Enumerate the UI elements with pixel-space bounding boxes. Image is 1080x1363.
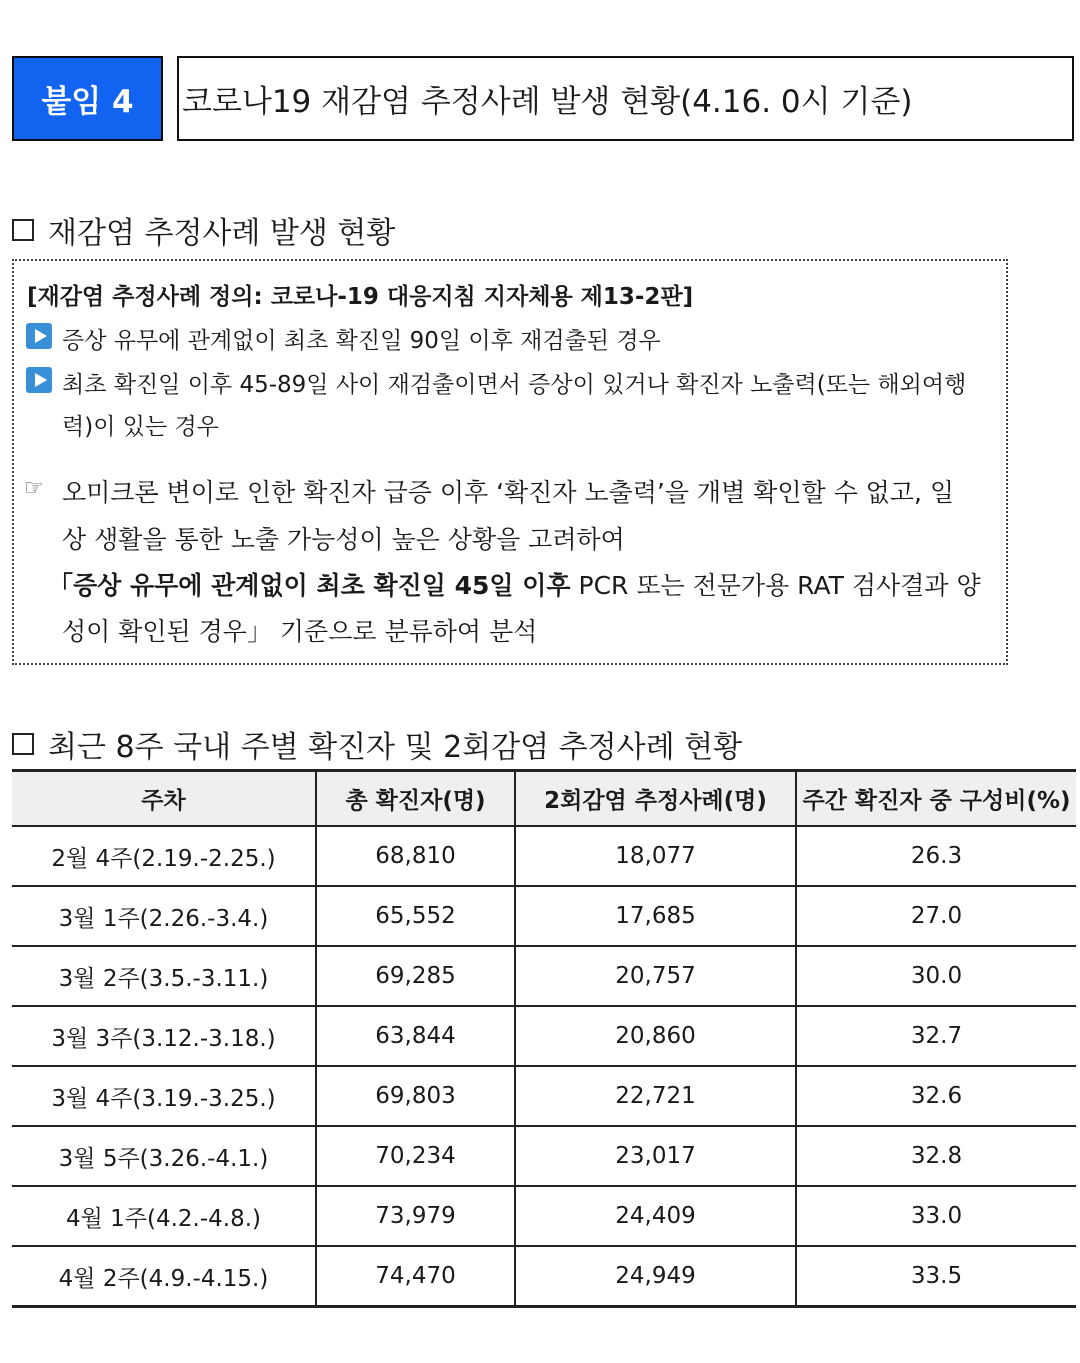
reinfection-cell: 23,017 — [515, 1126, 796, 1186]
bullet-text: 최초 확진일 이후 45-89일 사이 재검출이면서 증상이 있거나 확진자 노출력(또는 해외여행 — [62, 372, 967, 398]
page-title: 코로나19 재감염 추정사례 발생 현황(4.16. 0시 기준) — [177, 56, 1074, 141]
table-row — [12, 1186, 1076, 1246]
ratio-cell: 27.0 — [796, 886, 1076, 946]
week-cell: 3월 2주(3.5.-3.11.) — [12, 946, 316, 1006]
ratio-cell: 32.8 — [796, 1126, 1076, 1186]
week-cell: 3월 4주(3.19.-3.25.) — [12, 1066, 316, 1126]
section-heading-text: 재감염 추정사례 발생 현황 — [48, 216, 396, 251]
ratio-cell: 26.3 — [796, 826, 1076, 886]
column-header: 총 확진자(명) — [316, 771, 515, 827]
total-cases-cell: 69,803 — [316, 1066, 515, 1126]
ratio-cell: 33.0 — [796, 1186, 1076, 1246]
reinfection-cell: 24,949 — [515, 1246, 796, 1307]
ratio-cell: 32.7 — [796, 1006, 1076, 1066]
section-heading-weekly — [12, 722, 742, 766]
ratio-cell: 32.6 — [796, 1066, 1076, 1126]
total-cases-cell: 68,810 — [316, 826, 515, 886]
week-cell: 3월 3주(3.12.-3.18.) — [12, 1006, 316, 1066]
reinfection-cell: 20,860 — [515, 1006, 796, 1066]
table-row — [12, 1126, 1076, 1186]
reinfection-cell: 22,721 — [515, 1066, 796, 1126]
table-header-row — [12, 771, 1076, 827]
column-header: 주차 — [12, 771, 316, 827]
attachment-badge: 붙임 4 — [12, 56, 163, 141]
total-cases-cell: 65,552 — [316, 886, 515, 946]
table-row — [12, 826, 1076, 886]
definition-box — [12, 259, 1008, 665]
reinfection-cell: 18,077 — [515, 826, 796, 886]
week-cell: 2월 4주(2.19.-2.25.) — [12, 826, 316, 886]
weekly-cases-table — [12, 769, 1076, 1308]
week-cell: 3월 1주(2.26.-3.4.) — [12, 886, 316, 946]
column-header: 주간 확진자 중 구성비(%) — [796, 771, 1076, 827]
pointing-hand-icon: ☞ — [24, 476, 44, 501]
bullet-text: 증상 유무에 관계없이 최초 확진일 90일 이후 재검출된 경우 — [62, 328, 661, 354]
table-row — [12, 1066, 1076, 1126]
play-triangle-icon — [26, 323, 52, 349]
checkbox-square-icon — [12, 733, 34, 755]
table-row — [12, 946, 1076, 1006]
week-cell: 4월 1주(4.2.-4.8.) — [12, 1186, 316, 1246]
play-triangle-icon — [26, 367, 52, 393]
week-cell: 3월 5주(3.26.-4.1.) — [12, 1126, 316, 1186]
note-line: 성이 확인된 경우」 기준으로 분류하여 분석 — [62, 617, 538, 646]
column-header: 2회감염 추정사례(명) — [515, 771, 796, 827]
total-cases-cell: 69,285 — [316, 946, 515, 1006]
note-text: PCR 또는 전문가용 RAT 검사결과 양 — [570, 571, 981, 600]
week-cell: 4월 2주(4.9.-4.15.) — [12, 1246, 316, 1307]
definition-title: [재감염 추정사례 정의: 코로나-19 대응지침 지자체용 제13-2판] — [27, 284, 694, 310]
section-heading-reinfection — [12, 208, 395, 252]
checkbox-square-icon — [12, 219, 34, 241]
total-cases-cell: 74,470 — [316, 1246, 515, 1307]
table-row — [12, 1006, 1076, 1066]
reinfection-cell: 20,757 — [515, 946, 796, 1006]
reinfection-cell: 24,409 — [515, 1186, 796, 1246]
bullet-text-continued: 력)이 있는 경우 — [62, 414, 219, 440]
note-line: 오미크론 변이로 인한 확진자 급증 이후 ‘확진자 노출력’을 개별 확인할 수 없고, 일 — [62, 478, 955, 507]
section-heading-text: 최근 8주 국내 주별 확진자 및 2회감염 추정사례 현황 — [48, 730, 743, 765]
table-row — [12, 886, 1076, 946]
total-cases-cell: 63,844 — [316, 1006, 515, 1066]
note-line-emphasis — [48, 566, 981, 602]
reinfection-cell: 17,685 — [515, 886, 796, 946]
ratio-cell: 30.0 — [796, 946, 1076, 1006]
note-bold-text: 「증상 유무에 관계없이 최초 확진일 45일 이후 — [48, 571, 571, 600]
note-line: 상 생활을 통한 노출 가능성이 높은 상황을 고려하여 — [62, 525, 625, 554]
ratio-cell: 33.5 — [796, 1246, 1076, 1307]
total-cases-cell: 73,979 — [316, 1186, 515, 1246]
total-cases-cell: 70,234 — [316, 1126, 515, 1186]
table-row — [12, 1246, 1076, 1307]
